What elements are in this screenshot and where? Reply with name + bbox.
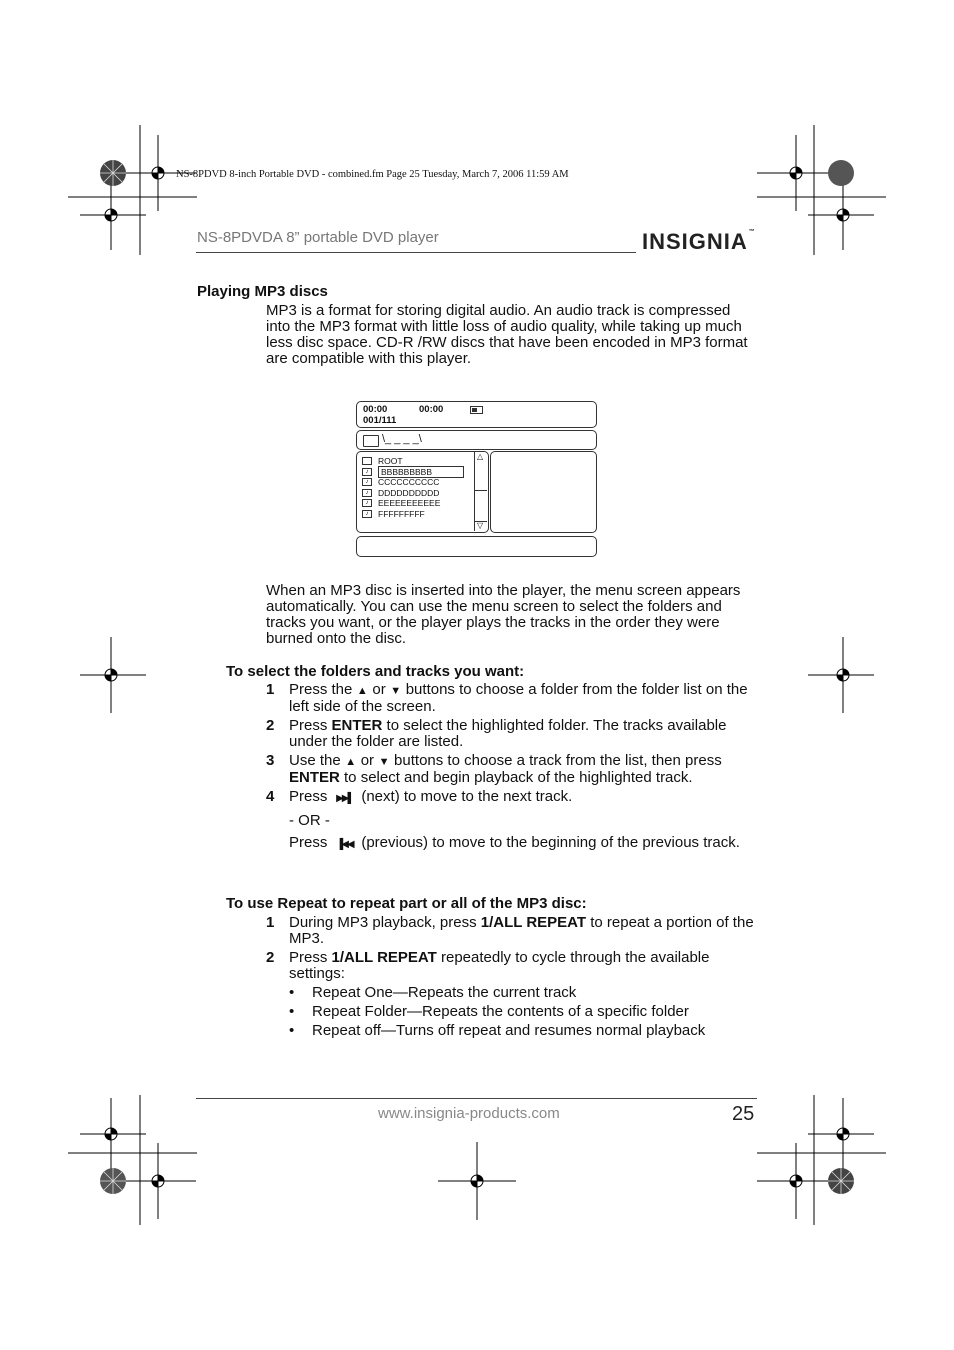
scroll-up-icon: △: [477, 452, 484, 461]
key-enter: ENTER: [289, 769, 340, 786]
step-text: to select and begin playback of the highlighted track.: [339, 769, 693, 786]
step-number: 1: [266, 681, 275, 698]
bullet-item: [289, 1004, 756, 1020]
music-file-icon: ♪: [362, 489, 372, 497]
paragraph-2: When an MP3 disc is inserted into the player, the menu screen appears automatically. You can use the menu screen to select the folders and tracks you want, or the player plays the tracks in the order they were burned onto the disc.: [266, 582, 741, 647]
bottom-bar: [356, 536, 597, 557]
down-arrow-icon: ▼: [390, 685, 402, 697]
step-text: or: [372, 681, 386, 698]
step-text: buttons to choose a track from the list, then press: [394, 752, 722, 769]
footer-rule: [196, 1098, 757, 1099]
path-bar: [356, 430, 597, 450]
repeat-steps: [266, 915, 756, 1039]
step-text: or: [360, 752, 375, 769]
intro-paragraph: MP3 is a format for storing digital audio. An audio track is compressed into the MP3 format with little loss of audio quality, while taking up much less disc space. CD-R /RW discs that have been encoded in MP3 format are compatible with this player.: [266, 302, 748, 367]
list-item-label-highlighted: BBBBBBBBB: [378, 466, 464, 478]
step-text: to repeat a portion of the MP3.: [289, 914, 754, 947]
key-repeat: 1/ALL REPEAT: [480, 914, 587, 931]
bullet-item: [289, 1023, 756, 1039]
select-heading: To select the folders and tracks you want:: [226, 663, 525, 680]
step-4: [266, 789, 756, 853]
list-item: [362, 498, 469, 509]
list-item-label: EEEEEEEEEEE: [378, 498, 441, 509]
step-text: During MP3 playback, press: [289, 914, 481, 931]
step-text: buttons to choose a folder from the folder list on the left side of the screen.: [289, 681, 748, 715]
step-1: [266, 682, 756, 715]
up-arrow-icon: ▲: [345, 756, 357, 768]
step-text: repeatedly to cycle through the available settings:: [289, 949, 710, 982]
bullet-text: Repeat Folder—Repeats the contents of a specific folder: [312, 1003, 689, 1020]
list-item-label: DDDDDDDDDD: [378, 487, 440, 498]
info-panel: [490, 451, 597, 533]
step-text: Use the: [289, 752, 341, 769]
list-item: [362, 509, 469, 520]
logo-text: INSIGNIA: [642, 229, 748, 254]
step-text: (previous) to move to the beginning of the previous track.: [361, 834, 740, 851]
music-file-icon: ♪: [362, 510, 372, 518]
print-info: NS-8PDVD 8-inch Portable DVD - combined.fm Page 25 Tuesday, March 7, 2006 11:59 AM: [176, 169, 569, 180]
scroll-thumb: [475, 490, 487, 522]
step-number: 2: [266, 949, 275, 966]
step-text: Press: [289, 949, 332, 966]
step-text: Press the: [289, 681, 353, 698]
list-item-label: ROOT: [378, 456, 403, 467]
folder-path: \_ _ _ _\: [382, 433, 422, 445]
step-number: 4: [266, 788, 275, 805]
folder-icon: [362, 457, 372, 465]
bullet-item: [289, 985, 756, 1001]
next-track-icon: ▶▶▌: [336, 793, 353, 804]
step-text: (next) to move to the next track.: [361, 788, 573, 805]
status-bar: [356, 401, 597, 428]
list-item: [362, 467, 469, 478]
bullet-dot: •: [289, 1022, 295, 1039]
footer-url[interactable]: www.insignia-products.com: [378, 1105, 560, 1122]
scroll-down-icon: ▽: [477, 521, 484, 530]
step-text: Press: [289, 717, 332, 734]
bullet-dot: •: [289, 984, 295, 1001]
step-number: 2: [266, 717, 275, 734]
repeat-step-1: [266, 915, 756, 947]
list-item: [362, 477, 469, 488]
step-text: Press: [289, 834, 328, 851]
time-elapsed: 00:00: [363, 404, 388, 415]
header-title: NS-8PDVDA 8” portable DVD player: [197, 229, 439, 246]
step-text: Press: [289, 788, 328, 805]
page-number: 25: [732, 1103, 755, 1125]
folder-icon: [363, 435, 379, 447]
key-repeat: 1/ALL REPEAT: [331, 949, 437, 966]
logo-trademark: ™: [748, 229, 756, 235]
step-2: [266, 718, 756, 750]
header-rule: [196, 252, 636, 253]
list-item-label: CCCCCCCCCC: [378, 477, 440, 488]
bullet-text: Repeat off—Turns off repeat and resumes normal playback: [312, 1022, 706, 1039]
track-counter: 001/111: [363, 415, 397, 426]
section-title: Playing MP3 discs: [197, 283, 328, 300]
repeat-step-2: [266, 950, 756, 1039]
repeat-heading: To use Repeat to repeat part or all of the MP3 disc:: [226, 895, 587, 912]
step-number: 1: [266, 914, 275, 931]
previous-track-icon: ▐◀◀: [336, 839, 353, 850]
list-item-label: FFFFFFFFF: [378, 508, 425, 519]
file-list-items: [362, 456, 469, 519]
music-file-icon: ♪: [362, 478, 372, 486]
step-3: [266, 753, 756, 786]
step-number: 3: [266, 752, 275, 769]
time-total: 00:00: [419, 404, 444, 415]
scrollbar: [474, 452, 487, 531]
down-arrow-icon: ▼: [378, 756, 390, 768]
file-list: [356, 451, 489, 533]
bullet-text: Repeat One—Repeats the current track: [312, 984, 577, 1001]
or-separator: - OR -: [289, 812, 330, 829]
bullet-dot: •: [289, 1003, 295, 1020]
key-enter: ENTER: [331, 717, 383, 734]
music-file-icon: ♪: [362, 468, 372, 476]
up-arrow-icon: ▲: [356, 685, 368, 697]
select-steps: [266, 682, 756, 853]
play-mode-icon: [470, 406, 483, 414]
music-file-icon: ♪: [362, 499, 372, 507]
step-alt: [289, 835, 756, 853]
step-text: to select the highlighted folder. The tracks available under the folder are listed.: [289, 717, 727, 750]
brand-logo: [642, 229, 756, 255]
list-item: [362, 488, 469, 499]
